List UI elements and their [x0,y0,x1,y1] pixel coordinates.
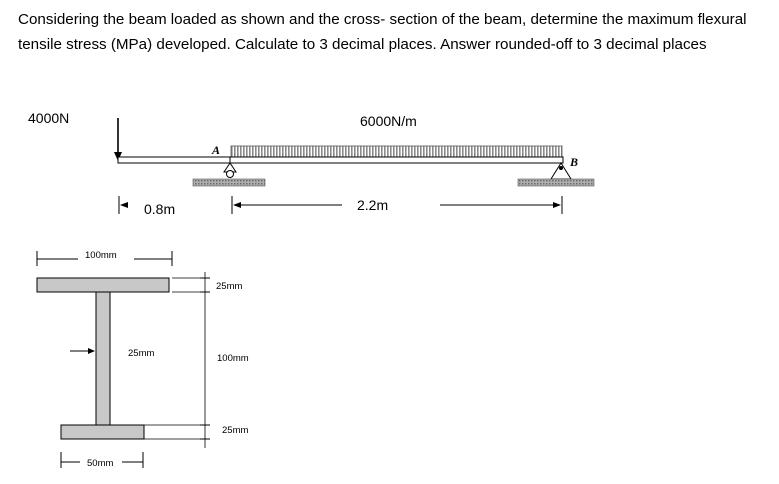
bottom-flange-thickness-label: 25mm [222,425,249,436]
bottom-flange [61,425,144,439]
distributed-load-label: 6000N/m [360,113,417,129]
point-load-label: 4000N [28,110,70,126]
dimension-overhang [119,196,232,214]
beam-span [230,157,563,163]
support-b-pin [518,163,594,186]
web-height-label: 100mm [217,353,249,364]
web-thickness-label: 25mm [128,348,155,359]
ground-a [193,179,265,186]
beam-diagram [114,118,594,214]
support-a-label: A [212,143,221,157]
support-a-roller [193,163,265,186]
ground-b [518,179,594,186]
top-flange-thickness-label: 25mm [216,281,243,292]
overhang-length-label: 0.8m [144,201,176,217]
web [96,292,110,425]
top-flange [37,278,169,292]
span-length-label: 2.2m [357,197,389,213]
question-text: Considering the beam loaded as shown and the cross- section of the beam, determine the maximum flexural tensile stress (MPa) developed. Calculate to 3 decimal places. Answer rounded-off to 3 decimal places [18,11,747,53]
dimension-span [233,196,562,214]
support-b-label: B [570,155,579,169]
bottom-flange-width-label: 50mm [87,458,114,469]
top-flange-width-label: 100mm [85,250,117,261]
distributed-load-block [231,146,562,157]
cross-section-diagram [37,251,210,468]
